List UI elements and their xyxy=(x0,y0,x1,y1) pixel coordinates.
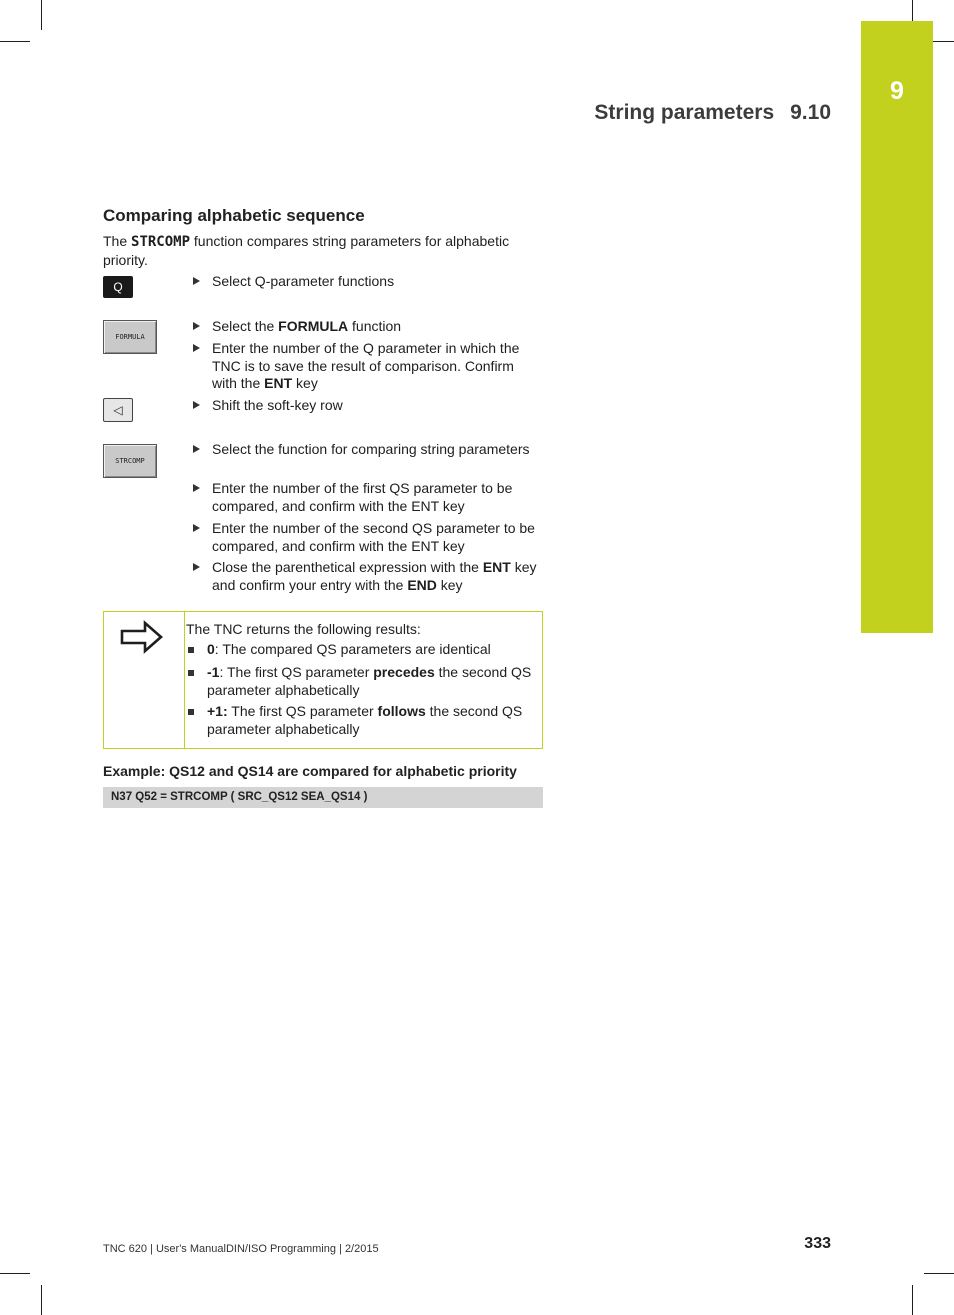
strcomp-code: STRCOMP xyxy=(131,234,191,250)
strcomp-softkey: STRCOMP xyxy=(103,444,157,478)
step-item: Enter the number of the first QS parameter to be compared, and confirm with the ENT key xyxy=(212,480,542,515)
note-lead: The TNC returns the following results: xyxy=(186,621,421,637)
note-item: +1: The first QS parameter follows the second QS parameter alphabetically xyxy=(207,703,537,738)
step-item: Shift the soft-key row xyxy=(212,397,542,415)
crop-mark xyxy=(41,0,42,30)
step-item: Select the function for comparing string parameters xyxy=(212,441,542,459)
crop-mark xyxy=(41,1285,42,1315)
running-head-section: 9.10 xyxy=(790,101,831,124)
page-number: 333 xyxy=(804,1235,831,1252)
crop-mark xyxy=(0,41,30,42)
note-divider xyxy=(184,612,185,748)
q-key-icon: Q xyxy=(103,276,133,298)
step-item: Enter the number of the second QS parameter to be compared, and confirm with the ENT key xyxy=(212,520,542,555)
section-title: Comparing alphabetic sequence xyxy=(103,206,365,225)
running-head-title: String parameters xyxy=(594,101,775,124)
chapter-tab xyxy=(861,21,933,633)
code-line: N37 Q52 = STRCOMP ( SRC_QS12 SEA_QS14 ) xyxy=(103,787,543,808)
step-item: Select the FORMULA function xyxy=(212,318,542,336)
crop-mark xyxy=(924,1273,954,1274)
crop-mark xyxy=(0,1273,30,1274)
chapter-number: 9 xyxy=(890,77,904,105)
step-item: Enter the number of the Q parameter in which the TNC is to save the result of comparison. Confirm with the ENT key xyxy=(212,340,542,393)
note-item: -1: The first QS parameter precedes the second QS parameter alphabetically xyxy=(207,664,537,699)
example-title: Example: QS12 and QS14 are compared for alphabetic priority xyxy=(103,763,517,779)
note-box xyxy=(103,611,543,749)
running-head xyxy=(594,101,831,124)
note-item: 0: The compared QS parameters are identical xyxy=(207,641,537,659)
step-item: Close the parenthetical expression with the ENT key and confirm your entry with the END key xyxy=(212,559,542,594)
crop-mark xyxy=(912,1285,913,1315)
footer-text: TNC 620 | User's ManualDIN/ISO Programming | 2/2015 xyxy=(103,1243,379,1255)
formula-softkey: FORMULA xyxy=(103,320,157,354)
step-item: Select Q-parameter functions xyxy=(212,273,542,291)
arrow-right-icon xyxy=(120,620,164,654)
intro-paragraph: The STRCOMP function compares string parameters for alphabetic priority. xyxy=(103,233,510,268)
shift-softkey-row-icon: ◁ xyxy=(103,398,133,422)
